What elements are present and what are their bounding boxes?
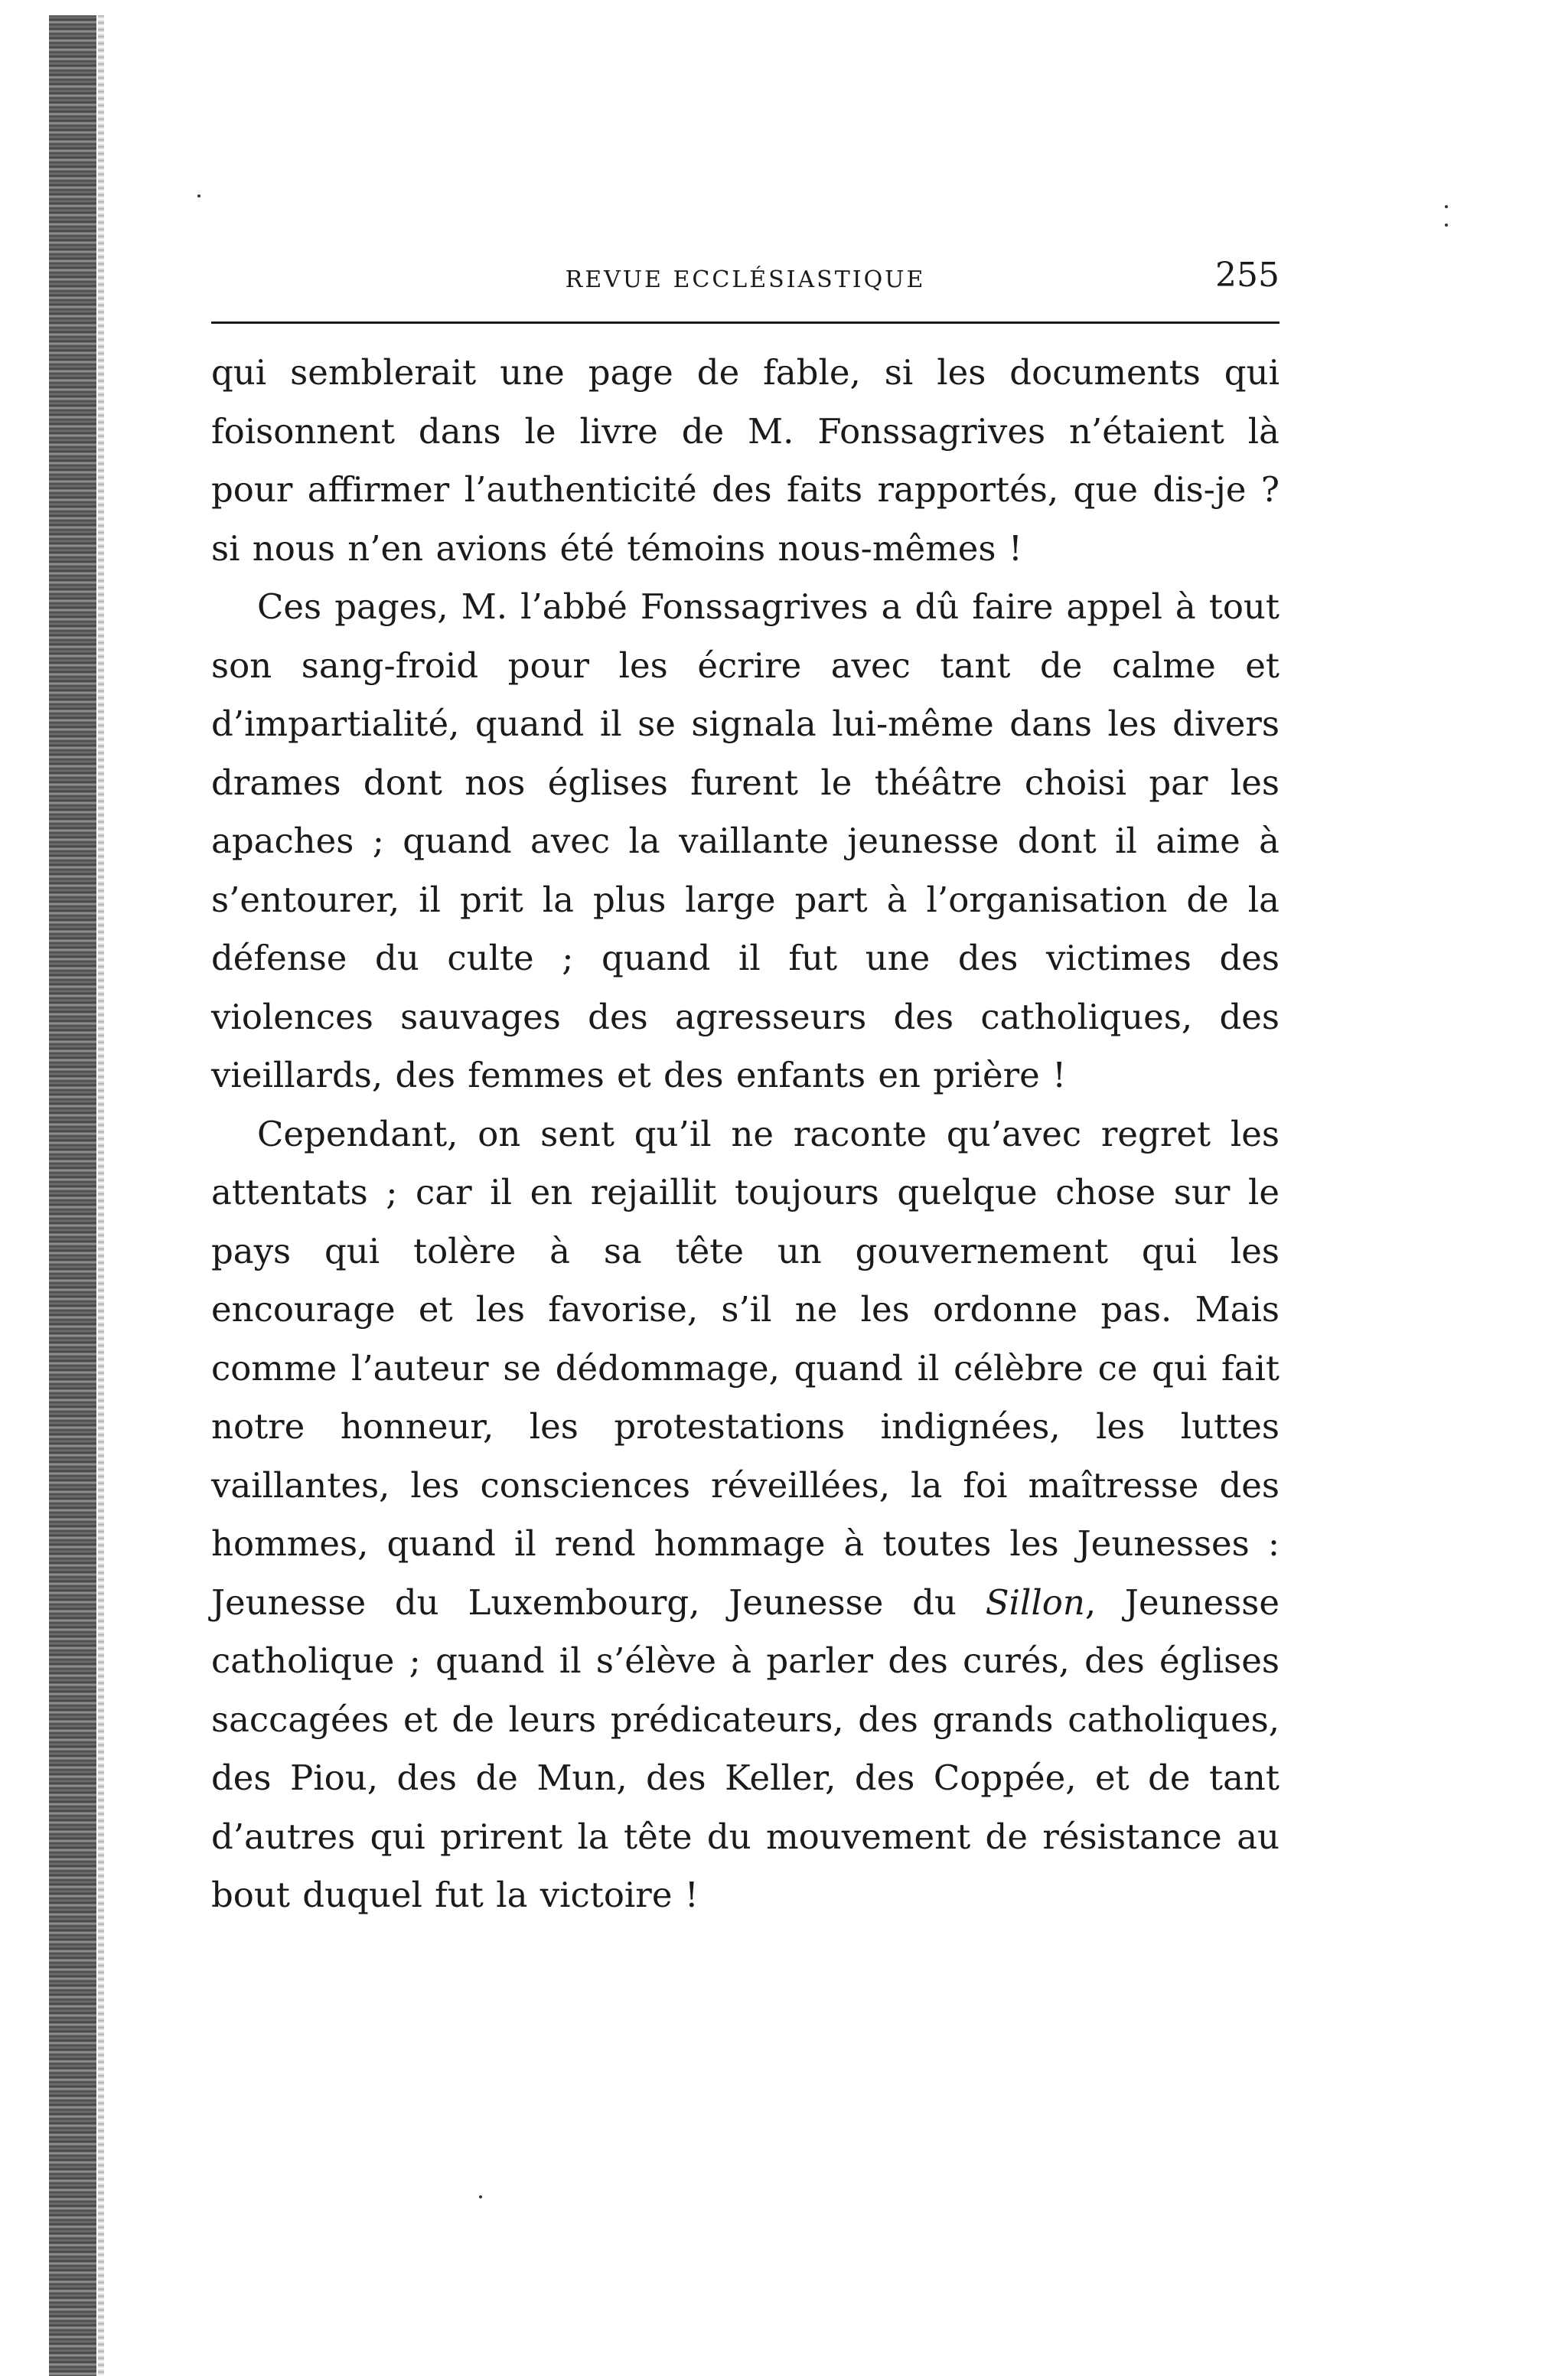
paragraph [211,1105,1280,1925]
scan-speck [197,194,200,197]
paragraph: Ces pages, M. l’abbé Fonssagrives a dû faire appel à tout son sang-froid pour les écrire avec tant de calme et d’impartialité, quand il se signala lui-même dans les divers drames dont nos églises furent le théâtre choisi par les apaches ; quand avec la vaillante jeunesse dont il aime à s’entourer, il prit la plus large part à l’organisation de la défense du culte ; quand il fut une des victimes des violences sauvages des agresseurs des catholiques, des vieillards, des femmes et des enfants en prière ! [211,586,1280,1095]
header-rule [211,321,1280,324]
body-text [211,344,1280,1925]
paragraph-text: Cependant, on sent qu’il ne raconte qu’avec regret les attentats ; car il en rejaillit toujours quelque chose sur le pays qui tolère à sa tête un gouvernement qui les encourage et les favorise, s’il ne les ordonne pas. Mais comme l’auteur se dédommage, quand il célèbre ce qui fait notre honneur, les protestations indignées, les luttes vaillantes, les consciences réveillées, la foi maîtresse des hommes, quand il rend hommage à toutes les Jeunesses : Jeunesse du Luxembourg, Jeunesse du [211,1113,1280,1623]
book-page [211,253,1280,1925]
running-head [211,253,1280,306]
scanned-binding-edge [49,15,96,2376]
scan-speck [479,2195,482,2198]
scan-speck [1445,224,1448,227]
running-title: REVUE ECCLÉSIASTIQUE [565,266,926,293]
page-number: 255 [1215,256,1280,295]
paragraph-text: , Jeunesse catholique ; quand il s’élève à parler des curés, des églises saccagées et de leurs prédicateurs, des grands catholiques, des Piou, des de Mun, des Keller, des Coppée, et de tant d’autres qui prirent la tête du mouvement de résistance au bout duquel fut la victoire ! [211,1581,1280,1915]
italic-title: Sillon [985,1581,1085,1623]
scan-speck [1445,205,1448,208]
paragraph: qui semblerait une page de fable, si les documents qui foisonnent dans le livre de M. Fonssagrives n’étaient là pour affirmer l’authenticité des faits rapportés, que dis-je ? si nous n’en avions été témoins nous-mêmes ! [211,352,1280,569]
